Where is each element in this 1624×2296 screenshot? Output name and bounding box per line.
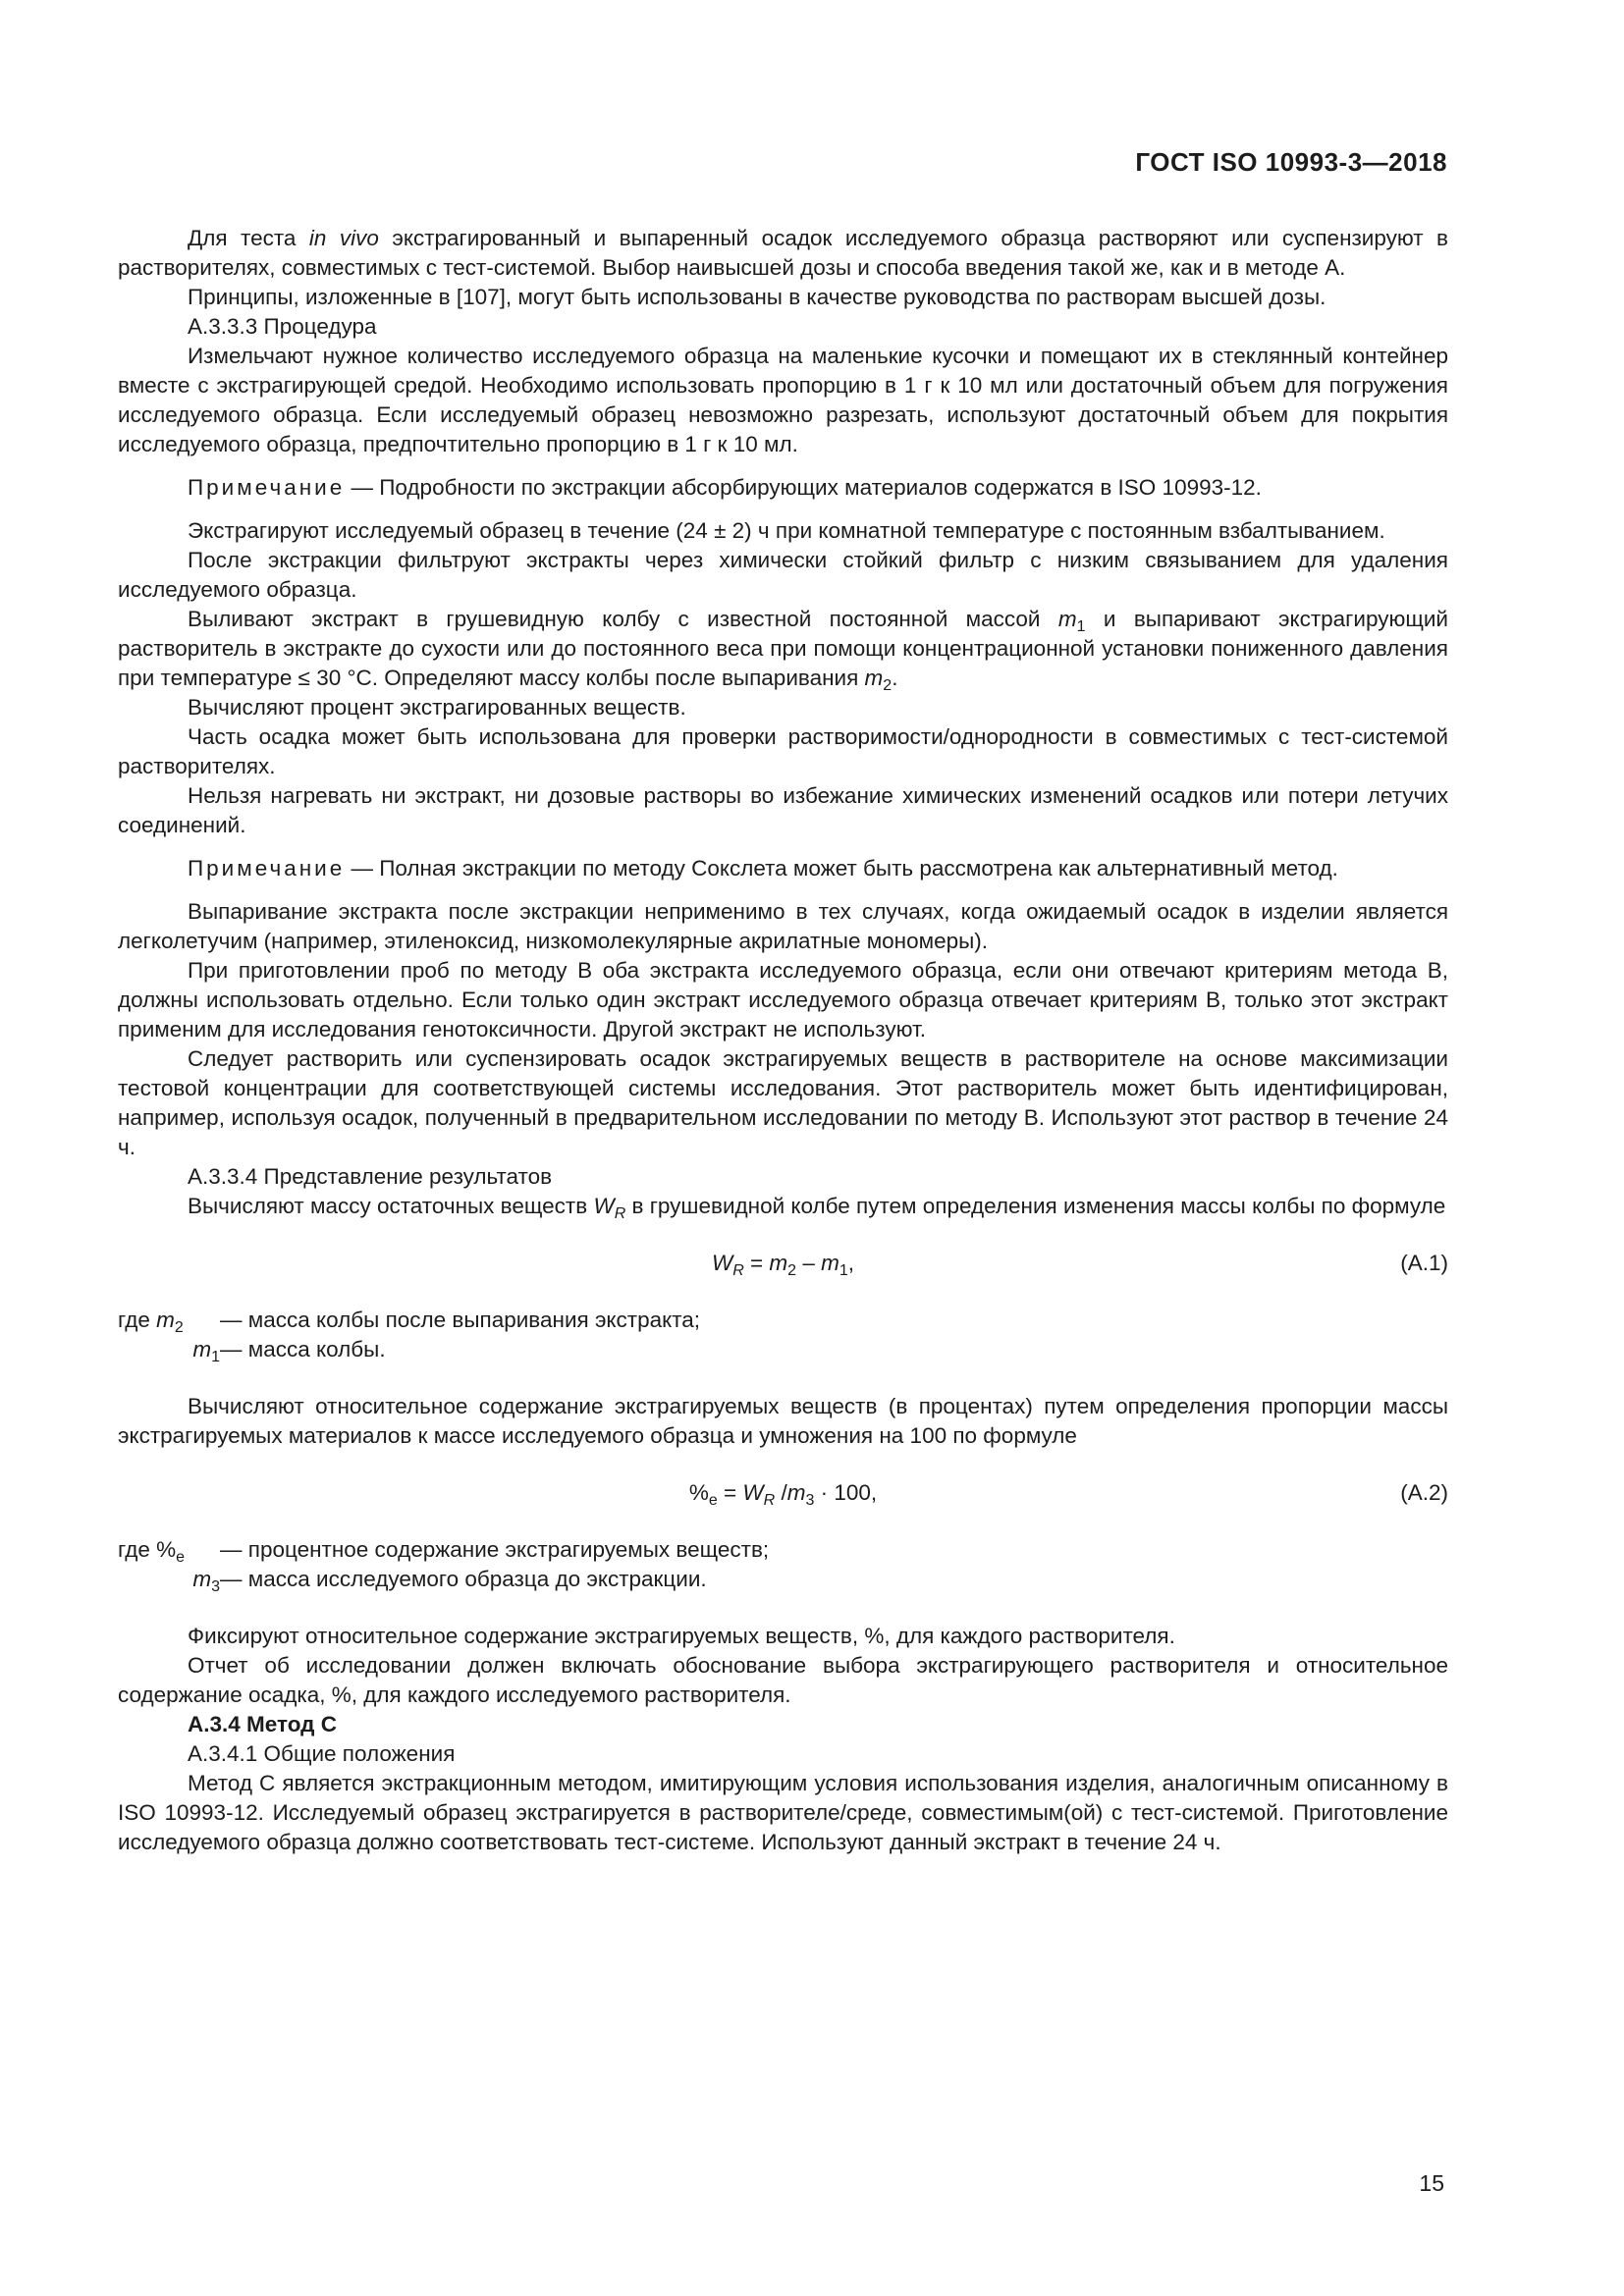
formula-a1-expression: $W_R = m_2 - m_1$, xyxy=(711,1251,855,1279)
paragraph-relative-content: Вычисляют относительное содержание экстрагируемых веществ (в процентах) путем определения пропорции массы экстрагируемых материалов к массе исследуемого образца и умножения на 100 по формуле xyxy=(118,1394,1448,1448)
paragraph-extraction-time: Экстрагируют исследуемый образец в течение (24 ± 2) ч при комнатной температуре с постоянным взбалтыванием. xyxy=(188,518,1385,543)
note-1: Примечание — Подробности по экстракции абсорбирующих материалов содержатся в ISO 10993-12. xyxy=(188,475,1262,500)
where-row-m3: $m_3$ — масса исследуемого образца до экстракции. xyxy=(192,1567,707,1595)
where-row-m2: где $m_2$ — масса колбы после выпаривания экстракта; xyxy=(118,1308,701,1336)
heading-a341: А.3.4.1 Общие положения xyxy=(188,1741,456,1766)
paragraph-report: Отчет об исследовании должен включать обоснование выбора экстрагирующего растворителя и относительное содержание осадка, %, для каждого исследуемого растворителя. xyxy=(118,1653,1448,1707)
where-block-a2 xyxy=(118,1535,1448,1594)
where-block-a1 xyxy=(118,1306,1448,1364)
heading-a334: А.3.3.4 Представление результатов xyxy=(188,1164,553,1189)
note-label: Примечание xyxy=(188,475,346,500)
paragraph-dissolve: Следует растворить или суспензировать осадок экстрагируемых веществ в растворителе на основе максимизации тестовой концентрации для соответствующей системы исследования. Этот растворитель может быть идентифицирован, например, используя осадок, полученный в предварительном исследовании по методу В. Используют этот раствор в течение 24 ч. xyxy=(118,1046,1448,1159)
paragraph-residual-mass: Вычисляют массу остаточных веществ $W_R$ в грушевидной колбе путем определения изменения массы колбы по формуле xyxy=(188,1194,1446,1222)
where-row-m1: $m_1$ — масса колбы. xyxy=(192,1337,386,1365)
standard-header: ГОСТ ISO 10993-3—2018 xyxy=(1135,147,1447,177)
paragraph-filtering: После экстракции фильтруют экстракты через химически стойкий фильтр с низким связыванием для удаления исследуемого образца. xyxy=(118,548,1448,602)
paragraph-method-c: Метод С является экстракционным методом, имитирующим условия использования изделия, аналогичным описанному в ISO 10993-12. Исследуемый образец экстрагируется в растворителе/среде, совместимым(ой) с тест-системой. Приготовление исследуемого образца должно соответствовать тест-системе. Используют данный экстракт в течение 24 ч. xyxy=(118,1771,1448,1854)
note-label: Примечание xyxy=(188,856,346,881)
formula-a2-number: (А.2) xyxy=(1400,1480,1448,1505)
paragraph-procedure: Измельчают нужное количество исследуемого образца на маленькие кусочки и помещают их в стеклянный контейнер вместе с экстрагирующей средой. Необходимо использовать пропорцию в 1 г к 10 мл или достаточный объем для погружения исследуемого образца. Если исследуемый образец невозможно разрезать, используют достаточный объем для покрытия исследуемого образца, предпочтительно пропорцию в 1 г к 10 мл. xyxy=(118,344,1448,456)
paragraph-no-heating: Нельзя нагревать ни экстракт, ни дозовые растворы во избежание химических изменений осадков или потери летучих соединений. xyxy=(118,783,1448,837)
page-number: 15 xyxy=(1419,2170,1444,2196)
document-body xyxy=(118,224,1448,1857)
paragraph-method-b: При приготовлении проб по методу В оба экстракта исследуемого образца, если они отвечают критериям метода В, должны использовать отдельно. Если только один экстракт исследуемого образца отвечает критериям В, только этот экстракт применим для исследования генотоксичности. Другой экстракт не используют. xyxy=(118,958,1448,1041)
note-2: Примечание — Полная экстракции по методу Сокслета может быть рассмотрена как альтернативный метод. xyxy=(188,856,1338,881)
paragraph-volatile: Выпаривание экстракта после экстракции неприменимо в тех случаях, когда ожидаемый осадок в изделии является легколетучим (например, этиленоксид, низкомолекулярные акрилатные мономеры). xyxy=(118,899,1448,953)
formula-a2-expression: $\%_e = W_R$ $/m_3 \cdot 100$, xyxy=(688,1480,878,1509)
paragraph-principles: Принципы, изложенные в [107], могут быть использованы в качестве руководства по растворам высшей дозы. xyxy=(188,285,1326,309)
where-row-pe: где $\%_e$ — процентное содержание экстрагируемых веществ; xyxy=(118,1537,770,1566)
formula-a1-number: (А.1) xyxy=(1400,1251,1448,1275)
formula-a1 xyxy=(118,1249,1448,1278)
paragraph-evaporation: Выливают экстракт в грушевидную колбу с известной постоянной массой $m_1$ и выпаривают экстрагирующий растворитель в экстракте до сухости или до постоянного веса при помощи концентрационной установки пониженного давления при температуре ≤ 30 °С. Определяют массу колбы после выпаривания $m_2$. xyxy=(118,607,1448,694)
heading-a333: А.3.3.3 Процедура xyxy=(188,314,377,339)
heading-a34: А.3.4 Метод С xyxy=(188,1712,337,1736)
paragraph-percent: Вычисляют процент экстрагированных веществ. xyxy=(188,695,686,720)
formula-a2 xyxy=(118,1478,1448,1508)
paragraph-in-vivo: Для теста in vivo экстрагированный и выпаренный осадок исследуемого образца растворяют или суспензируют в растворителях, совместимых с тест-системой. Выбор наивысшей дозы и способа введения такой же, как и в методе А. xyxy=(118,226,1449,280)
paragraph-record: Фиксируют относительное содержание экстрагируемых веществ, %, для каждого растворителя. xyxy=(188,1624,1175,1648)
paragraph-solubility: Часть осадка может быть использована для проверки растворимости/однородности в совместимых с тест-системой растворителях. xyxy=(118,724,1448,778)
